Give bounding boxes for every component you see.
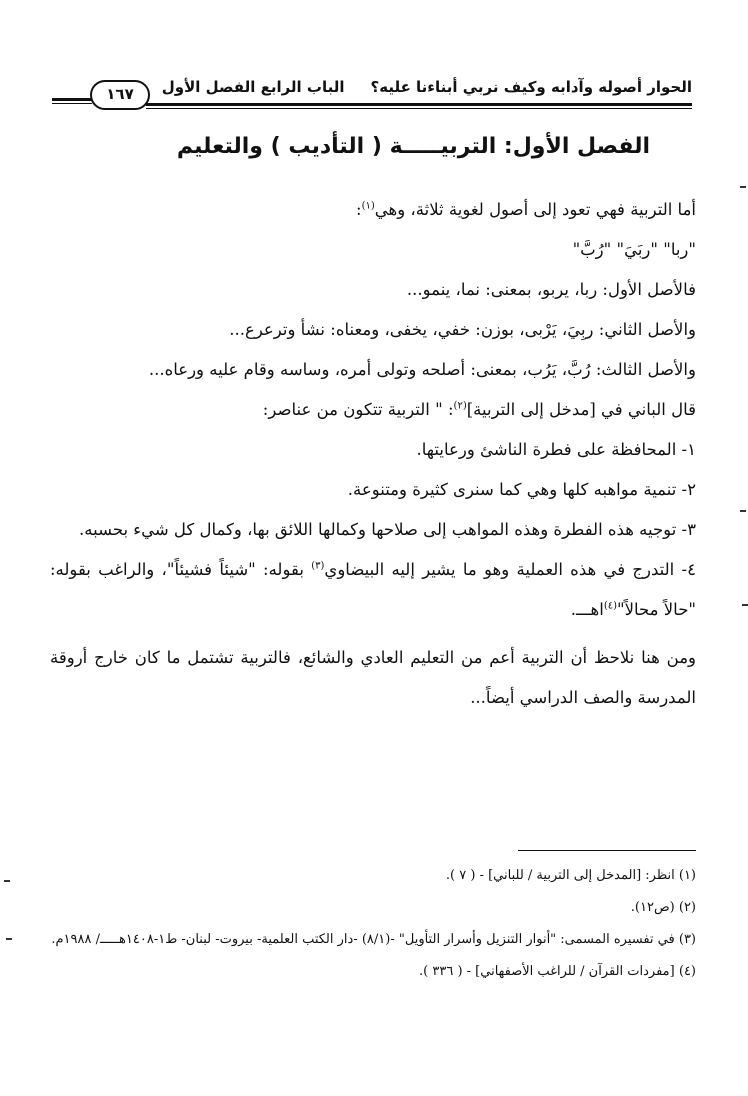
chapter-reference: الباب الرابع الفصل الأول — [161, 78, 345, 96]
chapter-title: الفصل الأول: التربيـــــة ( التأديب ) والتعليم — [176, 134, 650, 159]
body-text — [50, 190, 696, 718]
root-third: والأصل الثالث: رُبَّ، يَرُب، بمعنى: أصلحه وتولى أمره، وساسه وقام عليه ورعاه... — [148, 360, 696, 379]
scan-edge-mark — [740, 510, 746, 512]
footnote-1: (١) انظر: [المدخل إلى التربية / للباني] - ( ٧ ). — [445, 868, 696, 883]
list-item-3: ٣- توجيه هذه الفطرة وهذه المواهب إلى صلاحها وكمالها اللائق بها، وكمال كل شيء بحسبه. — [79, 520, 696, 539]
header-rule-left-thin — [52, 103, 92, 104]
quote-intro — [50, 390, 696, 430]
list-item-1: ١- المحافظة على فطرة الناشئ ورعايتها. — [416, 440, 696, 459]
item4-text-b: بقوله: "شيئاً فشيئاً"، والراغب بقوله: "حالاً محالاً" — [50, 560, 696, 619]
running-title: الحوار أصوله وآدابه وكيف نربي أبناءنا عليه؟ — [370, 78, 692, 96]
footnote-ref-3: (٣) — [311, 560, 325, 572]
conclusion-paragraph: ومن هنا نلاحظ أن التربية أعم من التعليم العادي والشائع، فالتربية تشتمل ما كان خارج أروقة المدرسة والصف الدراسي أيضاً... — [50, 648, 696, 707]
roots-line: "ربا" "ربَيَ" "رُبَّ" — [572, 240, 696, 259]
intro-paragraph — [50, 190, 696, 230]
item4-text-a: ٤- التدرج في هذه العملية وهو ما يشير إليه البيضاوي — [324, 560, 696, 579]
header-rule-left — [52, 98, 92, 101]
footnote-ref-4: (٤) — [603, 600, 617, 612]
scan-edge-mark — [4, 880, 10, 882]
footnote-2: (٢) (ص١٢). — [630, 900, 696, 915]
item4-text-c: اهـــ. — [570, 600, 604, 619]
intro-text: أما التربية فهي تعود إلى أصول لغوية ثلاثة، وهي — [374, 200, 696, 219]
header-rule-thin — [146, 108, 692, 109]
footnote-ref-1: (١) — [361, 200, 375, 212]
root-second: والأصل الثاني: ربِيَ، يَرْبى، بوزن: خفي، يخفى، ومعناه: نشأ وترعرع... — [229, 320, 696, 339]
footnote-4: (٤) [مفردات القرآن / للراغب الأصفهاني] - ( ٣٣٦ ). — [419, 964, 696, 979]
header-rule — [146, 103, 692, 106]
running-header — [52, 74, 692, 114]
root-first: فالأصل الأول: ربا، يربو، بمعنى: نما، ينمو... — [406, 280, 696, 299]
list-item-4 — [50, 550, 696, 630]
quote-intro-text: قال الباني في [مدخل إلى التربية] — [466, 400, 696, 419]
footnote-3: (٣) في تفسيره المسمى: "أنوار التنزيل وأسرار التأويل" -(٨/١) -دار الكتب العلمية- بيروت- لبنان- ط١-١٤٠٨هـــــ/ ١٩٨٨م. — [51, 932, 696, 947]
footnote-ref-2: (٢) — [453, 400, 467, 412]
scan-edge-mark — [742, 604, 748, 606]
footnotes — [50, 860, 696, 988]
intro-colon: : — [356, 200, 362, 219]
list-item-2: ٢- تنمية مواهبه كلها وهي كما سنرى كثيرة ومتنوعة. — [347, 480, 696, 499]
scan-edge-mark — [6, 938, 12, 940]
page-number: ١٦٧ — [106, 85, 134, 103]
running-header-text — [162, 78, 692, 96]
quote-text: : " التربية تتكون من عناصر: — [262, 400, 454, 419]
footnote-separator — [518, 850, 696, 851]
page-number-badge — [90, 80, 150, 110]
scan-edge-mark — [740, 186, 746, 188]
